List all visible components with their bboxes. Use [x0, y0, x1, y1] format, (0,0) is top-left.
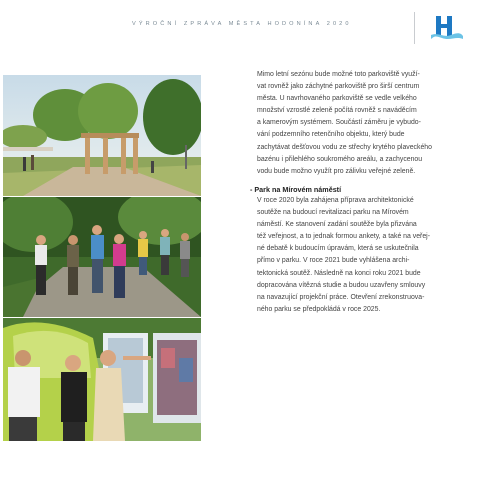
park-paragraph — [257, 195, 465, 316]
text-line: V roce 2020 byla zahájena příprava architektonické — [257, 197, 414, 204]
parking-paragraph — [257, 69, 465, 178]
text-line: na navazující projekční práce. Otevření zrekonstruova- — [257, 293, 425, 301]
text-line: vodu bude možno využít pro zálivku veřejné zeleně. — [257, 167, 416, 175]
text-line: soutěže na budoucí revitalizaci parku na Mírovém — [257, 209, 409, 217]
text-line: tektonická soutěž. Následně na konci roku 2021 bude — [257, 269, 421, 277]
report-header-title: VÝROČNÍ ZPRÁVA MĚSTA HODONÍNA 2020 — [132, 21, 352, 27]
text-line: přímo v parku. V roce 2021 bude vyhlášena archi- — [257, 257, 410, 265]
text-line: vat rovněž jako záchytné parkoviště pro širší centrum — [257, 83, 420, 91]
text-line: bazénu i přilehlého soukromého areálu, a zachycenou — [257, 155, 423, 163]
section-heading: - Park na Mírovém náměstí — [250, 185, 342, 194]
text-line: vání podzemního retenčního objektu, který bude — [257, 131, 405, 139]
text-line: též veřejnost, a to jednak formou ankety, a také na veřej- — [257, 233, 430, 241]
header-divider — [414, 12, 415, 44]
text-line: množství vzrostlé zeleně počítá rovněž s naváděcím — [257, 107, 417, 115]
text-line: města. U navrhovaného parkoviště se vedle velkého — [257, 95, 417, 103]
text-line: zachytávat dešťovou vodu ze střechy krytého plaveckého — [257, 143, 432, 151]
park-walk-photo — [3, 197, 201, 317]
text-line: ného parku se předpokládá v roce 2025. — [257, 305, 381, 313]
public-debate-photo — [3, 318, 201, 441]
text-line: Mimo letní sezónu bude možné toto parkoviště využí- — [257, 71, 420, 78]
park-visualization-photo — [3, 75, 201, 196]
hodonin-logo — [430, 14, 464, 42]
text-line: né debatě k budoucím úpravám, která se uskutečnila — [257, 245, 419, 253]
text-line: náměstí. Ke stanovení zadání soutěže byla přizvána — [257, 221, 417, 229]
text-line: dopracována vítězná studie a budou uzavřeny smlouvy — [257, 281, 426, 289]
text-line: a kamerovým systémem. Součástí záměru je vybudo- — [257, 119, 421, 127]
